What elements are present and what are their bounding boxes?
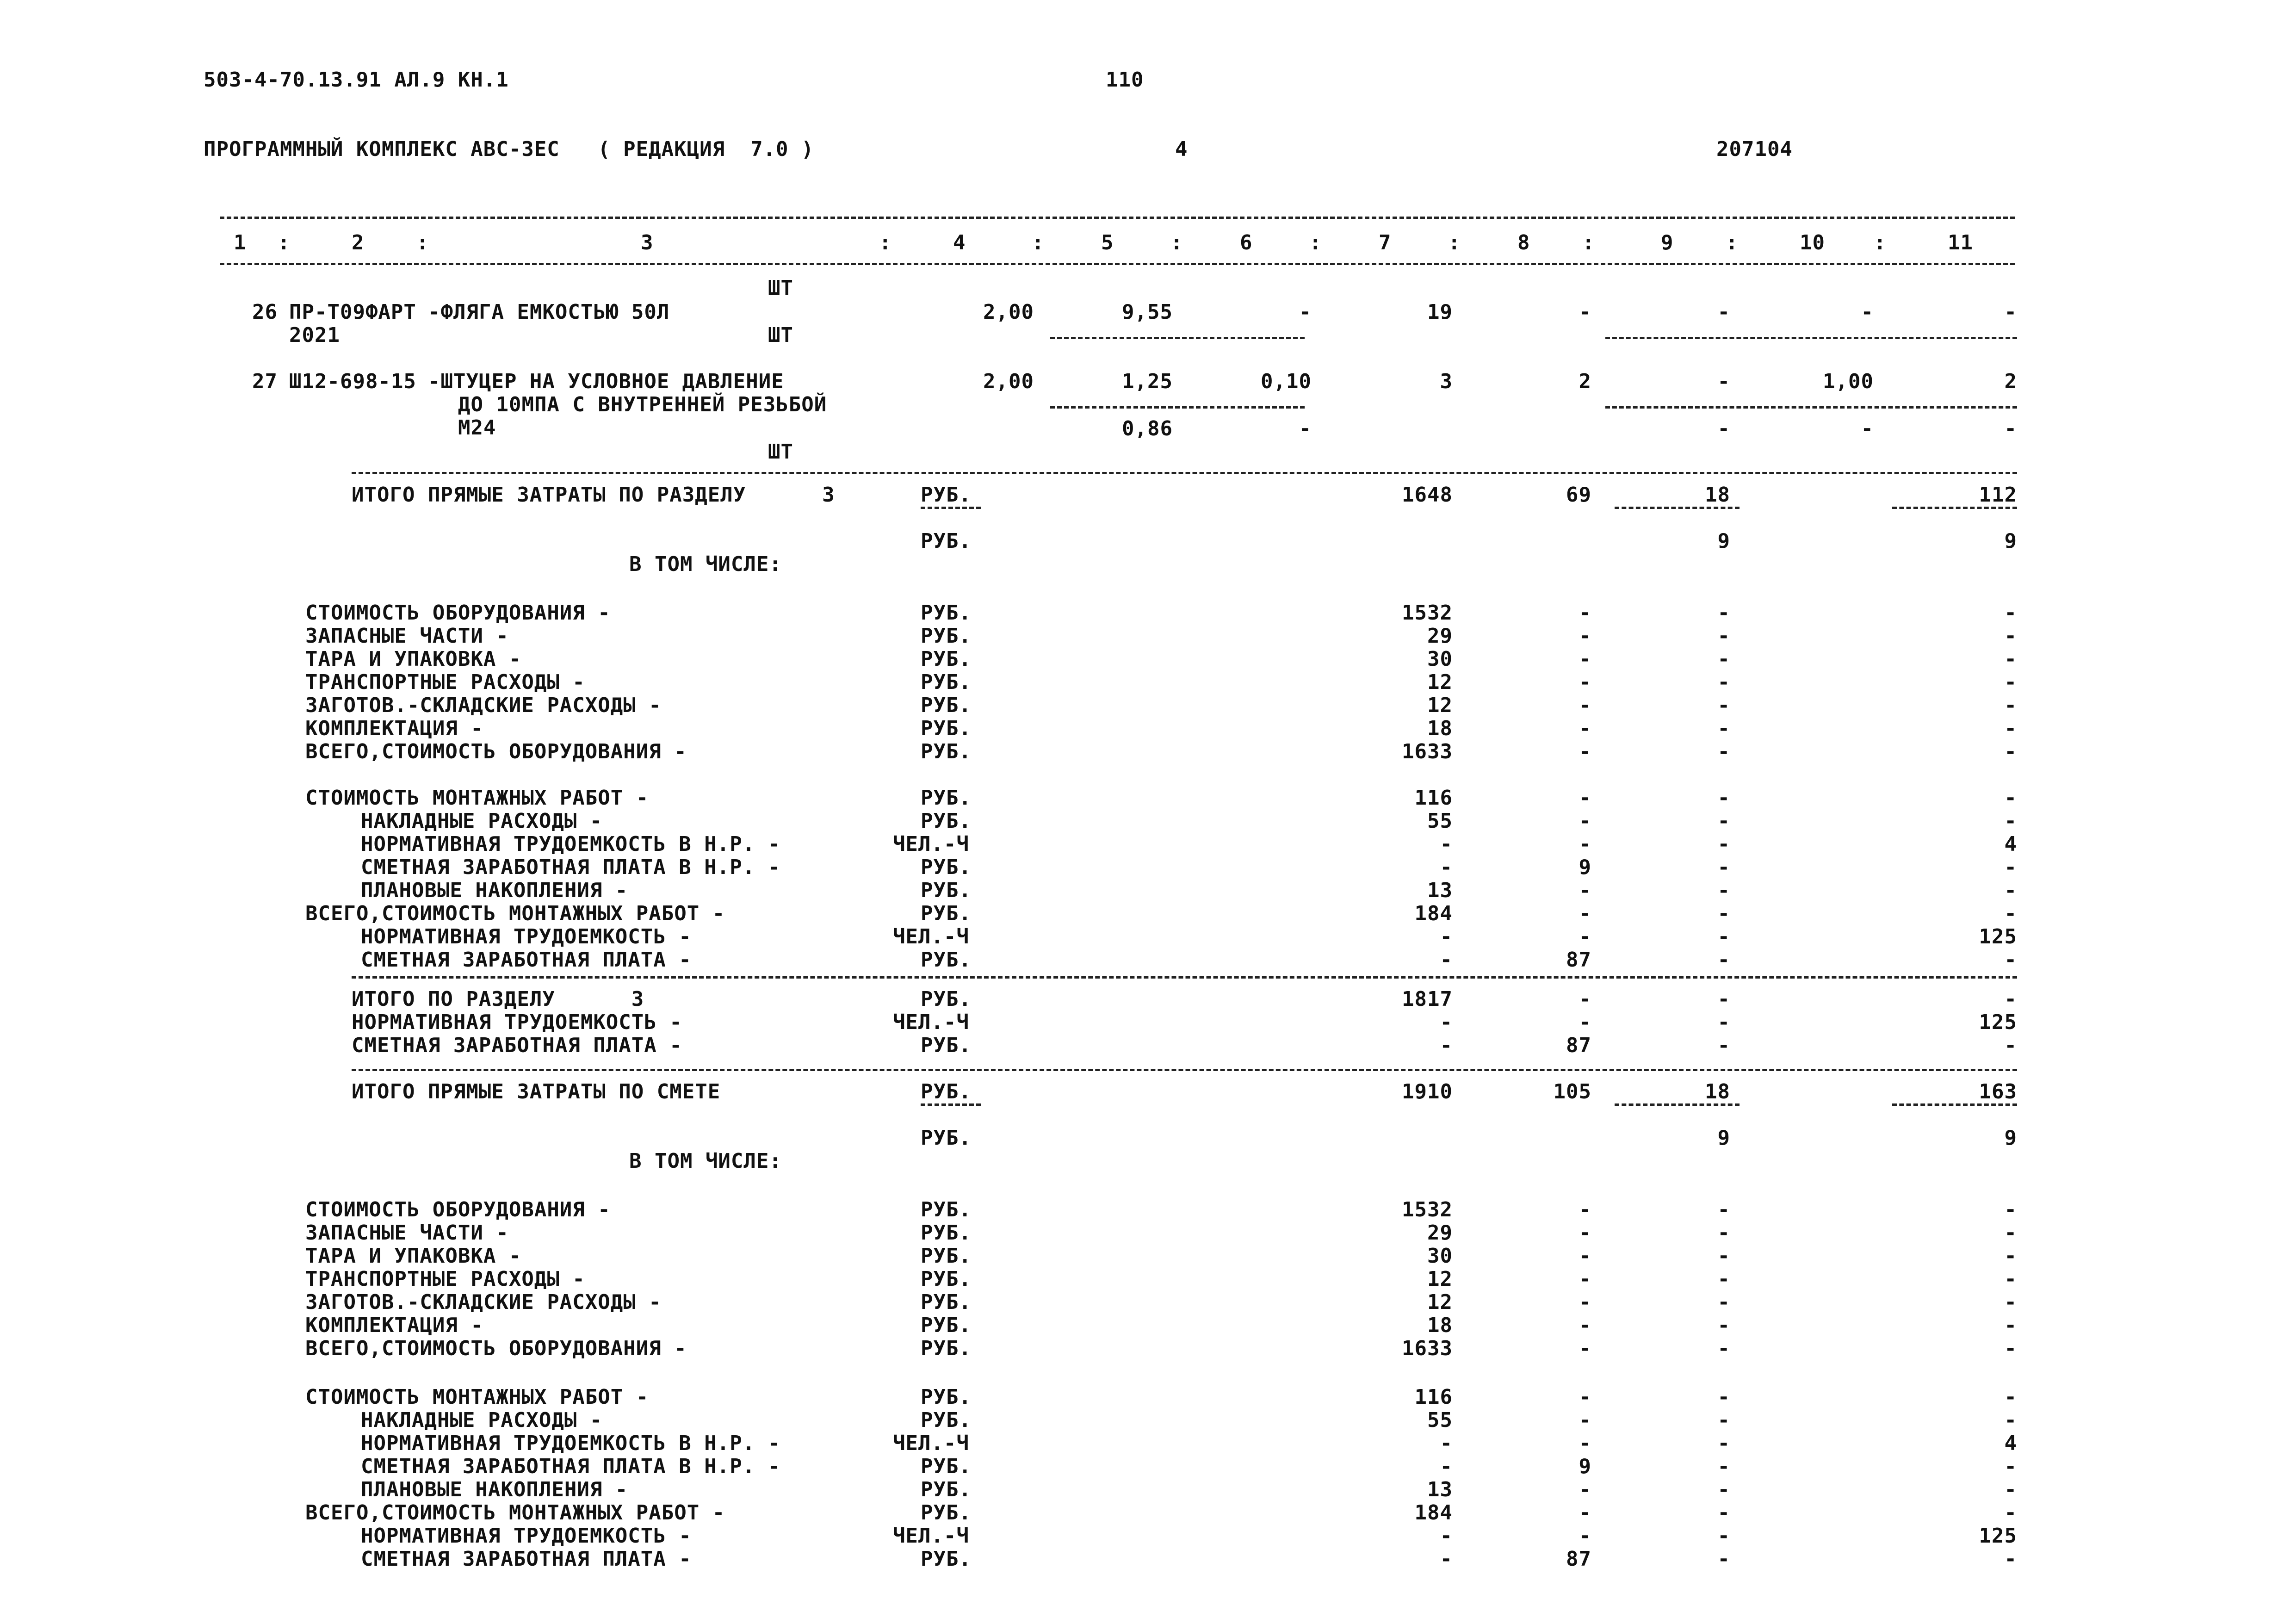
equip-1-0-c7: 1532 [1402,601,1453,625]
column-header-11: : [1309,231,1322,254]
section-rule [352,472,2017,474]
program-title: ПРОГРАММНЫЙ КОМПЛЕКС АВС-3ЕС ( РЕДАКЦИЯ 7.0 ) [204,137,814,161]
equip-2-2-c9: - [1717,1244,1730,1268]
equip-2-0-c11: - [2004,1198,2017,1221]
mount-1-2-c7: - [1440,832,1453,856]
equip-2-0-unit: РУБ. [921,1198,972,1221]
mount-1-3-c11: - [2004,855,2017,879]
mount-2-6-c9: - [1717,1524,1730,1548]
column-header-9: : [1170,231,1183,254]
equip-2-4-c8: - [1579,1290,1591,1314]
equip-1-3-unit: РУБ. [921,670,972,694]
estimate-total-unit: РУБ. [921,1080,972,1103]
equip-1-4-unit: РУБ. [921,694,972,717]
mount-2-7-label: СМЕТНАЯ ЗАРАБОТНАЯ ПЛАТА - [361,1547,692,1571]
item-26-unit-top: ШТ [768,276,793,300]
mount-2-7-unit: РУБ. [921,1547,972,1571]
column-header-3: : [416,231,429,254]
mount-2-3-c7: - [1440,1455,1453,1478]
equip-2-3-c8: - [1579,1267,1591,1291]
equip-1-2-unit: РУБ. [921,647,972,671]
equip-1-0-c8: - [1579,601,1591,625]
item-27-c7: 3 [1440,370,1453,393]
mount-1-0-label: СТОИМОСТЬ МОНТАЖНЫХ РАБОТ - [305,786,649,810]
estimate-total-incl: В ТОМ ЧИСЛЕ: [629,1149,782,1173]
mount-2-7-c9: - [1717,1547,1730,1571]
equip-2-0-label: СТОИМОСТЬ ОБОРУДОВАНИЯ - [305,1198,611,1221]
equip-2-1-c7: 29 [1427,1221,1453,1245]
section-sum-1-c7: - [1440,1010,1453,1034]
equip-2-2-c7: 30 [1427,1244,1453,1268]
item-27-c11: 2 [2004,370,2017,393]
section-sum-2-c7: - [1440,1034,1453,1057]
section-total-c9: 18 [1705,483,1730,507]
equip-1-6-unit: РУБ. [921,740,972,763]
section-total-c11: 112 [1979,483,2017,507]
mount-1-0-c8: - [1579,786,1591,810]
estimate-total-label: ИТОГО ПРЯМЫЕ ЗАТРАТЫ ПО СМЕТЕ [352,1080,721,1103]
item-27-c9: - [1717,370,1730,393]
section-total-c11-b: 9 [2004,529,2017,553]
header-rule-bottom [220,263,2015,265]
equip-1-4-c11: - [2004,694,2017,717]
column-header-4: 3 [641,231,654,254]
mount-2-5-c8: - [1579,1501,1591,1525]
equip-2-2-c8: - [1579,1244,1591,1268]
column-header-2: 2 [352,231,365,254]
mount-2-2-c8: - [1579,1432,1591,1455]
mount-2-1-label: НАКЛАДНЫЕ РАСХОДЫ - [361,1408,603,1432]
equip-2-2-c11: - [2004,1244,2017,1268]
mount-1-3-c9: - [1717,855,1730,879]
equip-2-5-c9: - [1717,1314,1730,1337]
equip-2-4-c7: 12 [1427,1290,1453,1314]
mount-2-0-c9: - [1717,1385,1730,1409]
mount-1-2-c11: 4 [2004,832,2017,856]
equip-2-1-unit: РУБ. [921,1221,972,1245]
mount-1-0-c7: 116 [1414,786,1453,810]
mount-1-6-c8: - [1579,925,1591,948]
equip-2-1-label: ЗАПАСНЫЕ ЧАСТИ - [305,1221,509,1245]
equip-1-1-label: ЗАПАСНЫЕ ЧАСТИ - [305,624,509,648]
mount-2-5-unit: РУБ. [921,1501,972,1525]
equip-2-5-c7: 18 [1427,1314,1453,1337]
mount-2-4-c11: - [2004,1478,2017,1501]
equip-1-6-c11: - [2004,740,2017,763]
estimate-total-c9-b: 9 [1717,1126,1730,1150]
column-header-20: 11 [1948,231,1973,254]
column-header-18: 10 [1800,231,1825,254]
mount-2-2-c11: 4 [2004,1432,2017,1455]
estimate-total-c11-b: 9 [2004,1126,2017,1150]
item-26-qty: 2,00 [983,300,1034,324]
column-header-17: : [1726,231,1739,254]
section-sum-2-c11: - [2004,1034,2017,1057]
mount-1-7-unit: РУБ. [921,948,972,972]
equip-2-3-c7: 12 [1427,1267,1453,1291]
mount-1-7-c11: - [2004,948,2017,972]
equip-2-6-c8: - [1579,1337,1591,1360]
mount-1-5-unit: РУБ. [921,902,972,925]
equip-1-5-c7: 18 [1427,717,1453,740]
column-header-15: : [1582,231,1595,254]
item-26-price: 9,55 [1122,300,1173,324]
equip-2-2-unit: РУБ. [921,1244,972,1268]
equip-1-6-c7: 1633 [1402,740,1453,763]
column-header-13: : [1448,231,1461,254]
estimate-total-unit-2: РУБ. [921,1126,972,1150]
mount-1-4-c7: 13 [1427,879,1453,902]
section-sum-1-c9: - [1717,1010,1730,1034]
equip-2-4-c11: - [2004,1290,2017,1314]
equip-1-1-c8: - [1579,624,1591,648]
doc-code: 207104 [1716,137,1793,161]
mount-1-5-label: ВСЕГО,СТОИМОСТЬ МОНТАЖНЫХ РАБОТ - [305,902,725,925]
column-header-6: 4 [953,231,966,254]
section-sum-0-unit: РУБ. [921,987,972,1011]
mount-1-6-c11: 125 [1979,925,2017,948]
mount-1-0-unit: РУБ. [921,786,972,810]
equip-2-1-c8: - [1579,1221,1591,1245]
section-sum-1-c8: - [1579,1010,1591,1034]
mount-1-4-label: ПЛАНОВЫЕ НАКОПЛЕНИЯ - [361,879,628,902]
equip-1-1-unit: РУБ. [921,624,972,648]
equip-2-1-c9: - [1717,1221,1730,1245]
mount-2-0-c8: - [1579,1385,1591,1409]
mount-2-3-label: СМЕТНАЯ ЗАРАБОТНАЯ ПЛАТА В Н.Р. - [361,1455,781,1478]
estimate-total-c8: 105 [1553,1080,1591,1103]
estimate-total-c9: 18 [1705,1080,1730,1103]
mount-1-5-c8: - [1579,902,1591,925]
section-sum-2-c9: - [1717,1034,1730,1057]
equip-1-5-c8: - [1579,717,1591,740]
mount-2-7-c8: 87 [1566,1547,1591,1571]
section-sum-0-c7: 1817 [1402,987,1453,1011]
section-total-c9-rule [1615,507,1740,509]
mount-2-1-unit: РУБ. [921,1408,972,1432]
header-rule-top [220,217,2015,219]
item-26-name: -ФЛЯГА ЕМКОСТЬЮ 50Л [428,300,670,324]
mount-1-3-unit: РУБ. [921,855,972,879]
column-header-12: 7 [1379,231,1392,254]
estimate-total-c11-rule [1892,1103,2017,1106]
equip-1-2-c11: - [2004,647,2017,671]
mount-1-1-c9: - [1717,809,1730,833]
item-27-c10-b: - [1861,417,1874,440]
equip-1-0-c11: - [2004,601,2017,625]
section-sum-2-c8: 87 [1566,1034,1591,1057]
mount-2-5-label: ВСЕГО,СТОИМОСТЬ МОНТАЖНЫХ РАБОТ - [305,1501,725,1525]
equip-2-4-unit: РУБ. [921,1290,972,1314]
mount-1-1-label: НАКЛАДНЫЕ РАСХОДЫ - [361,809,603,833]
mount-1-3-label: СМЕТНАЯ ЗАРАБОТНАЯ ПЛАТА В Н.Р. - [361,855,781,879]
item-27-c6-b: - [1299,417,1312,440]
equip-1-0-label: СТОИМОСТЬ ОБОРУДОВАНИЯ - [305,601,611,625]
section-total-c7: 1648 [1402,483,1453,507]
item-27-rule-a [1050,406,1305,409]
item-26-rule-b [1605,337,2017,339]
mount-2-2-c9: - [1717,1432,1730,1455]
column-header-5: : [879,231,892,254]
item-26-code2: 2021 [289,323,340,347]
equip-2-6-unit: РУБ. [921,1337,972,1360]
equip-2-3-c11: - [2004,1267,2017,1291]
mount-1-0-c9: - [1717,786,1730,810]
item-27-c10: 1,00 [1823,370,1874,393]
mount-1-2-c8: - [1579,832,1591,856]
column-header-1: : [278,231,291,254]
equip-1-2-c8: - [1579,647,1591,671]
equip-1-3-c8: - [1579,670,1591,694]
section-total-label: ИТОГО ПРЯМЫЕ ЗАТРАТЫ ПО РАЗДЕЛУ 3 [352,483,835,507]
mount-2-1-c9: - [1717,1408,1730,1432]
doc-id: 503-4-70.13.91 АЛ.9 КН.1 [204,68,509,92]
mount-2-6-unit: ЧЕЛ.-Ч [893,1524,969,1548]
item-27-rule-b [1605,406,2017,409]
item-26-c8: - [1579,300,1591,324]
mount-1-4-unit: РУБ. [921,879,972,902]
estimate-total-c11: 163 [1979,1080,2017,1103]
mount-2-6-c11: 125 [1979,1524,2017,1548]
mount-2-1-c11: - [2004,1408,2017,1432]
mount-2-0-unit: РУБ. [921,1385,972,1409]
item-26-code: ПР-Т09ФАРТ [289,300,416,324]
mount-1-0-c11: - [2004,786,2017,810]
equip-1-5-c11: - [2004,717,2017,740]
section-sum-1-label: НОРМАТИВНАЯ ТРУДОЕМКОСТЬ - [352,1010,682,1034]
item-27-c6: 0,10 [1261,370,1312,393]
mount-1-1-c8: - [1579,809,1591,833]
mount-2-4-c7: 13 [1427,1478,1453,1501]
equip-1-1-c11: - [2004,624,2017,648]
mount-1-2-unit: ЧЕЛ.-Ч [893,832,969,856]
section-total-c11-rule [1892,507,2017,509]
mount-2-3-c9: - [1717,1455,1730,1478]
section-sum-0-c8: - [1579,987,1591,1011]
equip-2-4-label: ЗАГОТОВ.-СКЛАДСКИЕ РАСХОДЫ - [305,1290,662,1314]
mount-1-5-c11: - [2004,902,2017,925]
equip-2-4-c9: - [1717,1290,1730,1314]
item-27-price: 1,25 [1122,370,1173,393]
mount-1-2-c9: - [1717,832,1730,856]
item-26-c9: - [1717,300,1730,324]
item-26-rule-a [1050,337,1305,339]
equip-2-3-unit: РУБ. [921,1267,972,1291]
mount-1-4-c8: - [1579,879,1591,902]
equip-2-0-c8: - [1579,1198,1591,1221]
equip-2-5-c8: - [1579,1314,1591,1337]
mount-2-1-c7: 55 [1427,1408,1453,1432]
mount-2-7-c11: - [2004,1547,2017,1571]
equip-1-1-c9: - [1717,624,1730,648]
section-sum-rule [352,976,2017,979]
item-27-qty: 2,00 [983,370,1034,393]
mount-2-3-c8: 9 [1579,1455,1591,1478]
section-sum-0-c11: - [2004,987,2017,1011]
column-header-8: 5 [1101,231,1114,254]
equip-1-2-c9: - [1717,647,1730,671]
equip-1-6-label: ВСЕГО,СТОИМОСТЬ ОБОРУДОВАНИЯ - [305,740,687,763]
column-header-10: 6 [1240,231,1253,254]
equip-2-5-unit: РУБ. [921,1314,972,1337]
estimate-total-c7: 1910 [1402,1080,1453,1103]
mount-1-5-c7: 184 [1414,902,1453,925]
section-sum-1-unit: ЧЕЛ.-Ч [893,1010,969,1034]
item-27-price-b: 0,86 [1122,417,1173,440]
mount-1-7-label: СМЕТНАЯ ЗАРАБОТНАЯ ПЛАТА - [361,948,692,972]
mount-1-3-c8: 9 [1579,855,1591,879]
mount-1-5-c9: - [1717,902,1730,925]
equip-1-5-unit: РУБ. [921,717,972,740]
section-total-c9-b: 9 [1717,529,1730,553]
mount-2-0-c7: 116 [1414,1385,1453,1409]
equip-1-4-c9: - [1717,694,1730,717]
mount-2-6-label: НОРМАТИВНАЯ ТРУДОЕМКОСТЬ - [361,1524,692,1548]
mount-2-2-c7: - [1440,1432,1453,1455]
item-27-c9-b: - [1717,417,1730,440]
equip-1-2-label: ТАРА И УПАКОВКА - [305,647,522,671]
mount-2-3-unit: РУБ. [921,1455,972,1478]
mount-1-1-unit: РУБ. [921,809,972,833]
section-sum-2-label: СМЕТНАЯ ЗАРАБОТНАЯ ПЛАТА - [352,1034,682,1057]
sheet-number: 4 [1175,137,1188,161]
mount-2-5-c7: 184 [1414,1501,1453,1525]
mount-2-1-c8: - [1579,1408,1591,1432]
mount-1-1-c11: - [2004,809,2017,833]
section-sum-1-c11: 125 [1979,1010,2017,1034]
equip-1-6-c9: - [1717,740,1730,763]
item-27-code: Ш12-698-15 [289,370,416,393]
mount-2-6-c8: - [1579,1524,1591,1548]
column-header-14: 8 [1517,231,1530,254]
mount-2-6-c7: - [1440,1524,1453,1548]
mount-2-4-unit: РУБ. [921,1478,972,1501]
equip-1-4-c7: 12 [1427,694,1453,717]
equip-1-0-unit: РУБ. [921,601,972,625]
item-26-c7: 19 [1427,300,1453,324]
item-27-name-2: ДО 10МПА С ВНУТРЕННЕЙ РЕЗЬБОЙ [458,393,827,416]
item-27-c11-b: - [2004,417,2017,440]
equip-1-3-c11: - [2004,670,2017,694]
mount-2-2-unit: ЧЕЛ.-Ч [893,1432,969,1455]
equip-2-5-c11: - [2004,1314,2017,1337]
estimate-total-rule [352,1069,2017,1071]
mount-1-2-label: НОРМАТИВНАЯ ТРУДОЕМКОСТЬ В Н.Р. - [361,832,781,856]
equip-2-5-label: КОМПЛЕКТАЦИЯ - [305,1314,483,1337]
estimate-total-unit-rule [921,1103,981,1106]
equip-1-2-c7: 30 [1427,647,1453,671]
item-27-name-3: М24 [458,416,496,440]
item-26-c10: - [1861,300,1874,324]
estimate-total-c9-rule [1615,1103,1740,1106]
equip-1-5-c9: - [1717,717,1730,740]
item-27-c8: 2 [1579,370,1591,393]
mount-1-7-c8: 87 [1566,948,1591,972]
section-sum-2-unit: РУБ. [921,1034,972,1057]
section-sum-0-label: ИТОГО ПО РАЗДЕЛУ 3 [352,987,644,1011]
equip-1-4-c8: - [1579,694,1591,717]
section-total-unit: РУБ. [921,483,972,507]
mount-1-7-c7: - [1440,948,1453,972]
item-26-number: 26 [252,300,278,324]
mount-2-4-c9: - [1717,1478,1730,1501]
equip-1-3-label: ТРАНСПОРТНЫЕ РАСХОДЫ - [305,670,585,694]
item-27-name-1: -ШТУЦЕР НА УСЛОВНОЕ ДАВЛЕНИЕ [428,370,784,393]
equip-2-2-label: ТАРА И УПАКОВКА - [305,1244,522,1268]
column-header-16: 9 [1661,231,1674,254]
section-total-c8: 69 [1566,483,1591,507]
equip-2-3-label: ТРАНСПОРТНЫЕ РАСХОДЫ - [305,1267,585,1291]
equip-1-3-c7: 12 [1427,670,1453,694]
mount-1-4-c11: - [2004,879,2017,902]
equip-1-5-label: КОМПЛЕКТАЦИЯ - [305,717,483,740]
section-sum-0-c9: - [1717,987,1730,1011]
mount-2-4-label: ПЛАНОВЫЕ НАКОПЛЕНИЯ - [361,1478,628,1501]
equip-1-4-label: ЗАГОТОВ.-СКЛАДСКИЕ РАСХОДЫ - [305,694,662,717]
mount-2-3-c11: - [2004,1455,2017,1478]
mount-1-7-c9: - [1717,948,1730,972]
equip-2-0-c7: 1532 [1402,1198,1453,1221]
column-header-19: : [1874,231,1887,254]
equip-2-6-label: ВСЕГО,СТОИМОСТЬ ОБОРУДОВАНИЯ - [305,1337,687,1360]
mount-2-5-c11: - [2004,1501,2017,1525]
equip-1-3-c9: - [1717,670,1730,694]
item-26-c11: - [2004,300,2017,324]
equip-2-3-c9: - [1717,1267,1730,1291]
item-26-c6: - [1299,300,1312,324]
section-total-unit-rule [921,507,981,509]
equip-1-6-c8: - [1579,740,1591,763]
mount-2-0-c11: - [2004,1385,2017,1409]
item-27-number: 27 [252,370,278,393]
item-26-unit: ШТ [768,323,793,347]
section-total-incl: В ТОМ ЧИСЛЕ: [629,552,782,576]
equip-1-0-c9: - [1717,601,1730,625]
equip-2-1-c11: - [2004,1221,2017,1245]
mount-1-6-c9: - [1717,925,1730,948]
item-27-unit: ШТ [768,440,793,464]
column-header-7: : [1032,231,1045,254]
mount-2-5-c9: - [1717,1501,1730,1525]
mount-2-7-c7: - [1440,1547,1453,1571]
equip-2-6-c7: 1633 [1402,1337,1453,1360]
mount-1-6-c7: - [1440,925,1453,948]
mount-1-6-label: НОРМАТИВНАЯ ТРУДОЕМКОСТЬ - [361,925,692,948]
equip-2-0-c9: - [1717,1198,1730,1221]
equip-2-6-c11: - [2004,1337,2017,1360]
mount-1-4-c9: - [1717,879,1730,902]
mount-2-2-label: НОРМАТИВНАЯ ТРУДОЕМКОСТЬ В Н.Р. - [361,1432,781,1455]
mount-1-3-c7: - [1440,855,1453,879]
section-total-unit-2: РУБ. [921,529,972,553]
mount-1-1-c7: 55 [1427,809,1453,833]
equip-1-1-c7: 29 [1427,624,1453,648]
page-number: 110 [1106,68,1144,92]
mount-2-0-label: СТОИМОСТЬ МОНТАЖНЫХ РАБОТ - [305,1385,649,1409]
equip-2-6-c9: - [1717,1337,1730,1360]
column-header-0: 1 [234,231,247,254]
mount-2-4-c8: - [1579,1478,1591,1501]
mount-1-6-unit: ЧЕЛ.-Ч [893,925,969,948]
